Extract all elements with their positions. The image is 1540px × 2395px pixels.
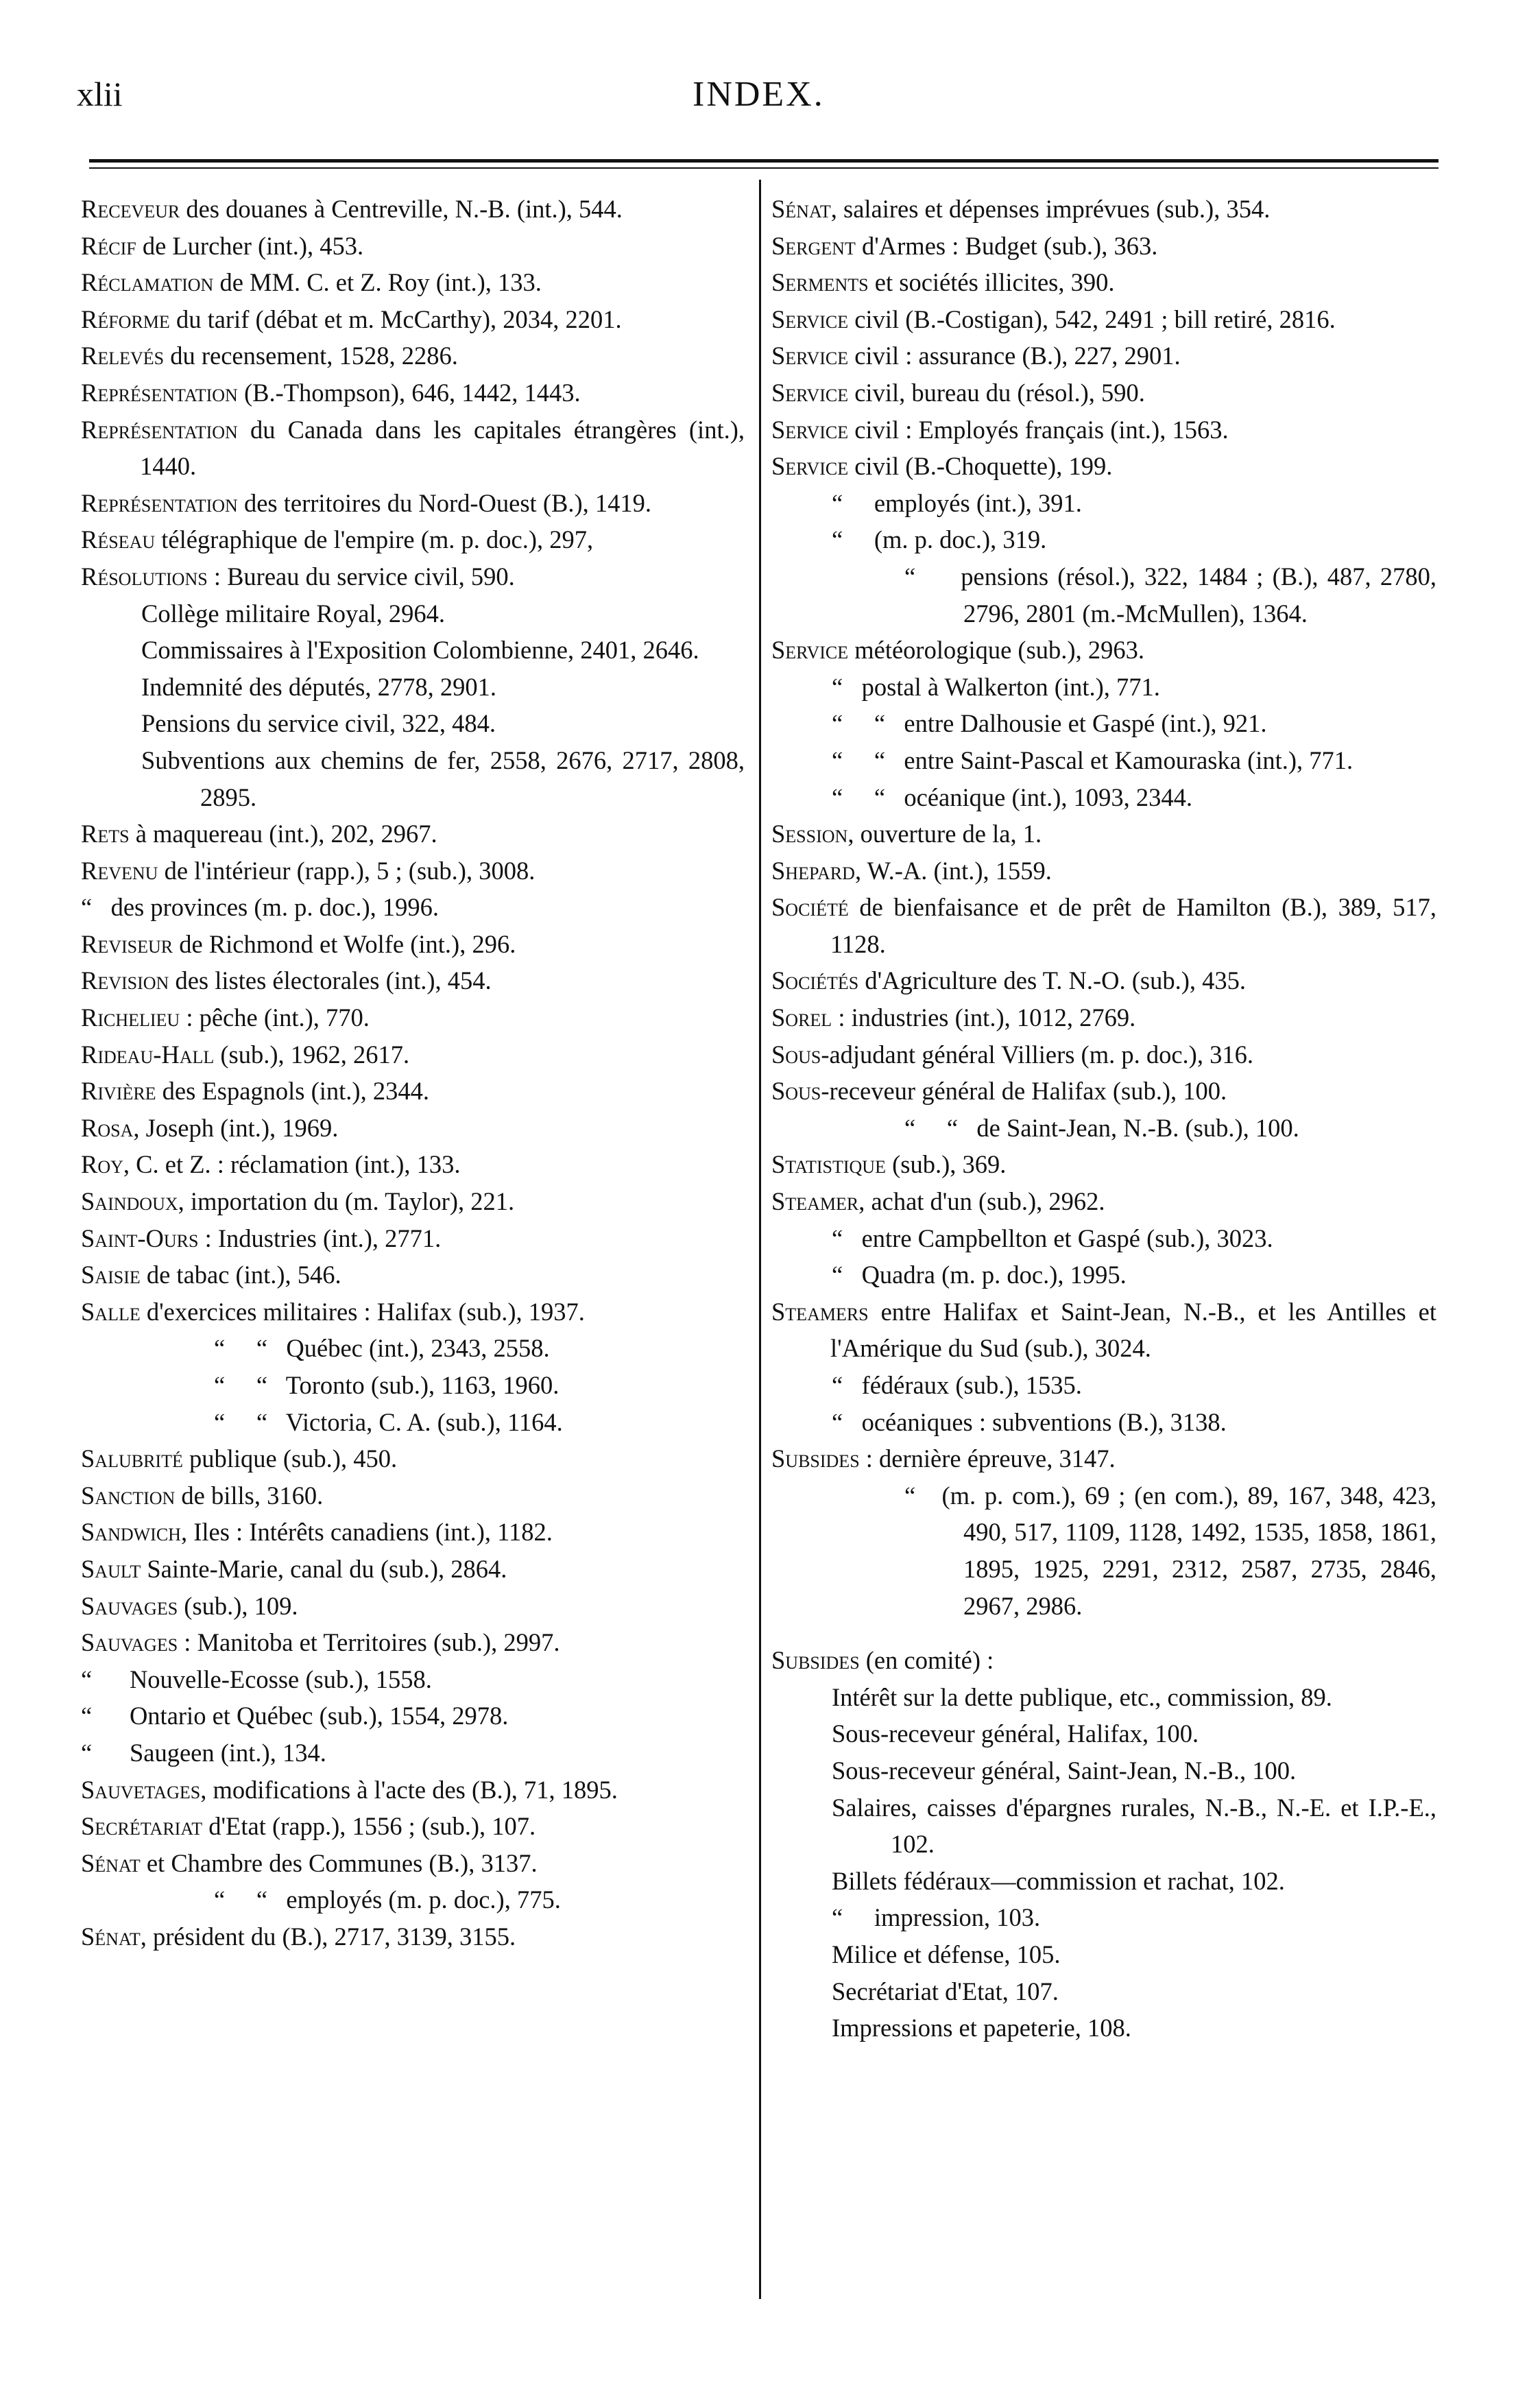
entry-text: d'Agriculture des T. N.-O. (sub.), 435. [858, 966, 1246, 995]
index-entry [771, 1863, 1436, 1900]
page-title: INDEX. [693, 75, 825, 114]
entry-text: “ “ océanique (int.), 1093, 2344. [832, 783, 1193, 811]
entry-text: (en comité) : [859, 1646, 994, 1675]
index-entry [771, 1036, 1436, 1073]
entry-headword: Saint-Ours [81, 1224, 199, 1252]
index-entry [771, 853, 1436, 890]
entry-text: Salaires, caisses d'épargnes rurales, N.-B., N.-E. et I.P.-E., 102. [832, 1793, 1443, 1859]
entry-text: Sous-receveur général, Saint-Jean, N.-B., 100. [832, 1756, 1297, 1785]
index-entry [771, 191, 1436, 228]
index-entry [771, 1679, 1436, 1716]
entry-text: “ “ Victoria, C. A. (sub.), 1164. [214, 1407, 563, 1436]
index-entry [81, 485, 745, 522]
index-entry [771, 632, 1436, 669]
entry-headword: Receveur [81, 195, 180, 223]
entry-headword: Service [771, 636, 849, 665]
entry-text: “ fédéraux (sub.), 1535. [832, 1371, 1082, 1399]
entry-headword: Sergent [771, 231, 856, 260]
entry-headword: Sorel [771, 1003, 832, 1032]
entry-headword: Sanction [81, 1481, 176, 1510]
index-entry [81, 705, 745, 742]
entry-text: Indemnité des députés, 2778, 2901. [141, 672, 497, 701]
entry-text: “ océaniques : subventions (B.), 3138. [832, 1407, 1227, 1436]
entry-text: “ Nouvelle-Ecosse (sub.), 1558. [81, 1665, 432, 1693]
entry-text: du recensement, 1528, 2286. [164, 342, 458, 370]
index-entry [771, 1936, 1436, 1973]
entry-headword: Sociétés [771, 966, 859, 995]
entry-text: du Canada dans les capitales étrangères (int.), 1440. [140, 415, 751, 481]
entry-headword: Service [771, 378, 849, 407]
entry-text: des Espagnols (int.), 2344. [156, 1077, 429, 1106]
index-entry [81, 264, 745, 301]
index-entry [81, 632, 745, 669]
entry-text: , importation du (m. Taylor), 221. [178, 1187, 515, 1216]
entry-text: (sub.), 109. [178, 1591, 298, 1620]
entry-text: “ des provinces (m. p. doc.), 1996. [81, 893, 440, 922]
entry-text: : Industries (int.), 2771. [198, 1224, 442, 1252]
index-entry [81, 1588, 745, 1625]
entry-text: (sub.), 369. [885, 1150, 1007, 1179]
index-entry [81, 1367, 745, 1404]
entry-text: de Richmond et Wolfe (int.), 296. [173, 929, 516, 958]
entry-text: Collège militaire Royal, 2964. [141, 599, 445, 628]
entry-text: de tabac (int.), 546. [140, 1261, 341, 1289]
entry-headword: Subsides [771, 1444, 860, 1473]
entry-headword: Sous [771, 1077, 821, 1106]
entry-text: “ “ Toronto (sub.), 1163, 1960. [214, 1371, 560, 1399]
index-entry [771, 1477, 1443, 1624]
index-entry [81, 1477, 745, 1514]
entry-text: “ entre Campbellton et Gaspé (sub.), 3023. [832, 1224, 1273, 1252]
entry-text: Milice et défense, 105. [832, 1940, 1061, 1968]
entry-text: d'exercices militaires : Halifax (sub.), 1937. [140, 1297, 585, 1326]
index-entry [771, 1899, 1436, 1936]
index-entry [81, 191, 745, 228]
index-entry [81, 1404, 745, 1441]
index-entry [771, 2010, 1436, 2047]
entry-text: , président du (B.), 2717, 3139, 3155. [140, 1922, 516, 1951]
entry-text: “ pensions (résol.), 322, 1484 ; (B.), 487, 2780, 2796, 2801 (m.-McMullen), 1364. [904, 562, 1443, 628]
index-entry [81, 999, 745, 1036]
entry-text: publique (sub.), 450. [182, 1444, 398, 1473]
entry-headword: Rets [81, 820, 130, 848]
entry-headword: Relevés [81, 342, 165, 370]
entry-text: , Joseph (int.), 1969. [133, 1113, 339, 1142]
entry-text: -receveur général de Halifax (sub.), 100. [821, 1077, 1227, 1106]
entry-text: de MM. C. et Z. Roy (int.), 133. [213, 268, 542, 297]
entry-headword: Sénat [81, 1848, 141, 1877]
index-entry [771, 1642, 1436, 1679]
entry-headword: Saisie [81, 1261, 141, 1289]
index-entry [771, 1183, 1436, 1220]
entry-text: Pensions du service civil, 322, 484. [141, 709, 496, 738]
index-entry [81, 1661, 745, 1698]
index-entry [771, 448, 1436, 485]
entry-headword: Réclamation [81, 268, 214, 297]
entry-text: civil (B.-Costigan), 542, 2491 ; bill retiré, 2816. [848, 305, 1336, 333]
entry-headword: Représentation [81, 378, 238, 407]
entry-headword: Salubrité [81, 1444, 183, 1473]
index-entry [771, 521, 1436, 558]
entry-headword: Sénat [81, 1922, 141, 1951]
entry-text: d'Armes : Budget (sub.), 363. [855, 231, 1158, 260]
entry-text: de bills, 3160. [175, 1481, 324, 1510]
entry-text: entre Halifax et Saint-Jean, N.-B., et les Antilles et l'Amérique du Sud (sub.), 3024. [830, 1297, 1443, 1363]
index-entry [81, 1183, 745, 1220]
index-entry [771, 669, 1436, 706]
entry-headword: Rideau-Hall [81, 1040, 215, 1069]
index-entry [771, 1752, 1436, 1789]
page-number: xlii [77, 75, 123, 113]
index-entry [81, 1624, 745, 1661]
index-entry [81, 1808, 745, 1845]
index-entry [771, 779, 1436, 816]
index-entry [81, 1735, 745, 1772]
index-entry [81, 1256, 745, 1294]
entry-text: Commissaires à l'Exposition Colombienne, 2401, 2646. [141, 636, 699, 665]
index-entry [771, 228, 1436, 265]
index-entry [771, 1110, 1436, 1147]
entry-text: Intérêt sur la dette publique, etc., commission, 89. [832, 1682, 1332, 1711]
index-entry [771, 742, 1436, 779]
index-entry [81, 815, 745, 853]
index-entry [771, 1367, 1436, 1404]
entry-text: : pêche (int.), 770. [180, 1003, 370, 1032]
left-column [81, 191, 751, 1955]
index-entry [81, 1294, 745, 1331]
index-entry [81, 1036, 745, 1073]
index-entry [81, 889, 745, 926]
index-entry [771, 264, 1436, 301]
entry-text: “ impression, 103. [832, 1903, 1041, 1932]
entry-text: , achat d'un (sub.), 2962. [858, 1187, 1105, 1216]
entry-headword: Reviseur [81, 929, 173, 958]
entry-text: des douanes à Centreville, N.-B. (int.), 544. [180, 195, 623, 223]
entry-text: “ “ entre Dalhousie et Gaspé (int.), 921. [832, 709, 1267, 738]
index-entry [81, 1330, 745, 1367]
entry-text: Sainte-Marie, canal du (sub.), 2864. [141, 1554, 507, 1583]
entry-text: à maquereau (int.), 202, 2967. [129, 820, 437, 848]
entry-text: : dernière épreuve, 3147. [859, 1444, 1116, 1473]
index-entry [771, 412, 1436, 449]
entry-headword: Revision [81, 966, 169, 995]
entry-headword: Salle [81, 1297, 141, 1326]
index-entry [771, 889, 1443, 962]
index-entry [771, 705, 1436, 742]
entry-text: , modifications à l'acte des (B.), 71, 1895. [200, 1775, 618, 1804]
index-entry [771, 1973, 1436, 2010]
entry-text: “ “ employés (m. p. doc.), 775. [214, 1885, 561, 1914]
index-entry [81, 558, 745, 595]
entry-headword: Sous [771, 1040, 821, 1069]
entry-headword: Saindoux [81, 1187, 178, 1216]
index-entry [771, 1404, 1436, 1441]
index-entry [771, 1220, 1436, 1257]
index-entry [81, 1551, 745, 1588]
entry-headword: Steamers [771, 1297, 869, 1326]
entry-headword: Représentation [81, 415, 238, 444]
entry-headword: Shepard [771, 856, 855, 885]
index-entry [81, 853, 745, 890]
entry-text: “ “ Québec (int.), 2343, 2558. [214, 1334, 550, 1363]
entry-text: “ Ontario et Québec (sub.), 1554, 2978. [81, 1702, 509, 1730]
right-column [771, 191, 1443, 2047]
entry-headword: Statistique [771, 1150, 886, 1179]
entry-headword: Steamer [771, 1187, 859, 1216]
index-entry [81, 521, 745, 558]
entry-text: de l'intérieur (rapp.), 5 ; (sub.), 3008. [158, 856, 536, 885]
entry-headword: Rivière [81, 1077, 156, 1106]
entry-text: “ postal à Walkerton (int.), 771. [832, 672, 1160, 701]
entry-headword: Sault [81, 1554, 141, 1583]
entry-text: civil, bureau du (résol.), 590. [848, 378, 1145, 407]
entry-headword: Sandwich [81, 1518, 181, 1547]
index-entry [771, 1073, 1436, 1110]
entry-text: du tarif (débat et m. McCarthy), 2034, 2201. [169, 305, 622, 333]
entry-text: civil : assurance (B.), 227, 2901. [848, 342, 1181, 370]
entry-text: Impressions et papeterie, 108. [832, 2014, 1131, 2042]
entry-text: “ Saugeen (int.), 134. [81, 1738, 326, 1767]
entry-text: “ employés (int.), 391. [832, 488, 1082, 517]
index-entry [81, 337, 745, 374]
entry-text: d'Etat (rapp.), 1556 ; (sub.), 107. [202, 1812, 536, 1841]
entry-text: et sociétés illicites, 390. [868, 268, 1115, 297]
index-entry [81, 412, 751, 485]
entry-headword: Rosa [81, 1113, 134, 1142]
entry-text: météorologique (sub.), 2963. [848, 636, 1144, 665]
index-entry [81, 1514, 745, 1551]
entry-text: de Lurcher (int.), 453. [136, 231, 364, 260]
entry-text: “ “ entre Saint-Pascal et Kamouraska (int.), 771. [832, 746, 1353, 774]
index-entry [81, 1146, 745, 1183]
entry-text: Sous-receveur général, Halifax, 100. [832, 1719, 1199, 1748]
entry-text: -adjudant général Villiers (m. p. doc.), 316. [821, 1040, 1253, 1069]
index-entry [771, 815, 1436, 853]
index-entry [81, 962, 745, 999]
entry-headword: Réforme [81, 305, 170, 333]
entry-text: “ Quadra (m. p. doc.), 1995. [832, 1261, 1127, 1289]
index-entry [81, 1918, 745, 1955]
entry-headword: Serments [771, 268, 869, 297]
entry-text: , ouverture de la, 1. [847, 820, 1042, 848]
entry-headword: Sauvetages [81, 1775, 201, 1804]
entry-text: civil : Employés français (int.), 1563. [848, 415, 1229, 444]
entry-headword: Subsides [771, 1646, 860, 1675]
index-entry [771, 1146, 1436, 1183]
entry-text: civil (B.-Choquette), 199. [848, 452, 1113, 481]
entry-text: (sub.), 1962, 2617. [214, 1040, 410, 1069]
entry-headword: Roy [81, 1150, 123, 1179]
index-entry [81, 669, 745, 706]
entry-text: et Chambre des Communes (B.), 3137. [140, 1848, 538, 1877]
index-entry [81, 1220, 745, 1257]
index-entry [771, 1440, 1436, 1477]
index-entry [771, 301, 1436, 338]
entry-text: , salaires et dépenses imprévues (sub.), 354. [830, 195, 1271, 223]
entry-text: , C. et Z. : réclamation (int.), 133. [123, 1150, 461, 1179]
entry-headword: Sauvages [81, 1591, 178, 1620]
entry-headword: Secrétariat [81, 1812, 203, 1841]
header-rule [89, 159, 1439, 163]
index-entry [81, 1440, 745, 1477]
entry-headword: Sauvages [81, 1628, 178, 1657]
index-entry [771, 558, 1443, 632]
entry-gap [771, 1624, 1436, 1642]
index-entry [81, 595, 745, 632]
entry-text: Billets fédéraux—commission et rachat, 102. [832, 1866, 1285, 1895]
entry-text: Subventions aux chemins de fer, 2558, 2676, 2717, 2808, 2895. [141, 746, 751, 811]
index-entry [81, 1845, 745, 1882]
entry-headword: Service [771, 342, 849, 370]
entry-headword: Revenu [81, 856, 158, 885]
entry-text: Secrétariat d'Etat, 107. [832, 1977, 1059, 2005]
entry-text: “ “ de Saint-Jean, N.-B. (sub.), 100. [904, 1113, 1299, 1142]
entry-text: : industries (int.), 1012, 2769. [832, 1003, 1136, 1032]
entry-headword: Récif [81, 231, 136, 260]
index-entry [81, 1881, 745, 1918]
entry-headword: Service [771, 415, 849, 444]
entry-headword: Richelieu [81, 1003, 180, 1032]
entry-text: , W.-A. (int.), 1559. [854, 856, 1052, 885]
entry-text: : Bureau du service civil, 590. [207, 562, 515, 591]
index-entry [771, 1294, 1443, 1367]
index-entry [81, 1697, 745, 1735]
entry-headword: Service [771, 305, 849, 333]
index-entry [771, 485, 1436, 522]
entry-headword: Résolutions [81, 562, 208, 591]
entry-text: : Manitoba et Territoires (sub.), 2997. [178, 1628, 560, 1657]
entry-headword: Session [771, 820, 848, 848]
entry-text: , Iles : Intérêts canadiens (int.), 1182. [180, 1518, 553, 1547]
entry-text: de bienfaisance et de prêt de Hamilton (B.), 389, 517, 1128. [830, 893, 1443, 958]
index-entry [771, 999, 1436, 1036]
index-entry [771, 962, 1436, 999]
index-entry [771, 1789, 1443, 1863]
index-entry [81, 742, 751, 815]
entry-text: (B.-Thompson), 646, 1442, 1443. [237, 378, 581, 407]
column-divider [759, 180, 761, 2299]
entry-text: “ (m. p. doc.), 319. [832, 525, 1047, 554]
entry-headword: Sénat [771, 195, 831, 223]
header-rule-thin [89, 167, 1439, 169]
index-entry [81, 374, 745, 412]
index-entry [771, 1256, 1436, 1294]
entry-headword: Représentation [81, 488, 238, 517]
entry-text: des territoires du Nord-Ouest (B.), 1419. [237, 488, 651, 517]
index-entry [81, 1073, 745, 1110]
index-entry [81, 1772, 745, 1809]
entry-headword: Société [771, 893, 849, 922]
index-entry [771, 374, 1436, 412]
entry-text: des listes électorales (int.), 454. [169, 966, 492, 995]
entry-text: “ (m. p. com.), 69 ; (en com.), 89, 167, 348, 423, 490, 517, 1109, 1128, 1492, 1535, 1858, 1861, 1895, 1925, 2291, 2312, 2587, 2735, 2846, 2967, 2986. [904, 1481, 1443, 1620]
entry-text: télégraphique de l'empire (m. p. doc.), 297, [155, 525, 594, 554]
index-entry [81, 926, 745, 963]
index-entry [81, 1110, 745, 1147]
index-entry [81, 228, 745, 265]
index-entry [771, 337, 1436, 374]
entry-headword: Service [771, 452, 849, 481]
index-entry [81, 301, 745, 338]
entry-headword: Réseau [81, 525, 156, 554]
index-entry [771, 1715, 1436, 1752]
